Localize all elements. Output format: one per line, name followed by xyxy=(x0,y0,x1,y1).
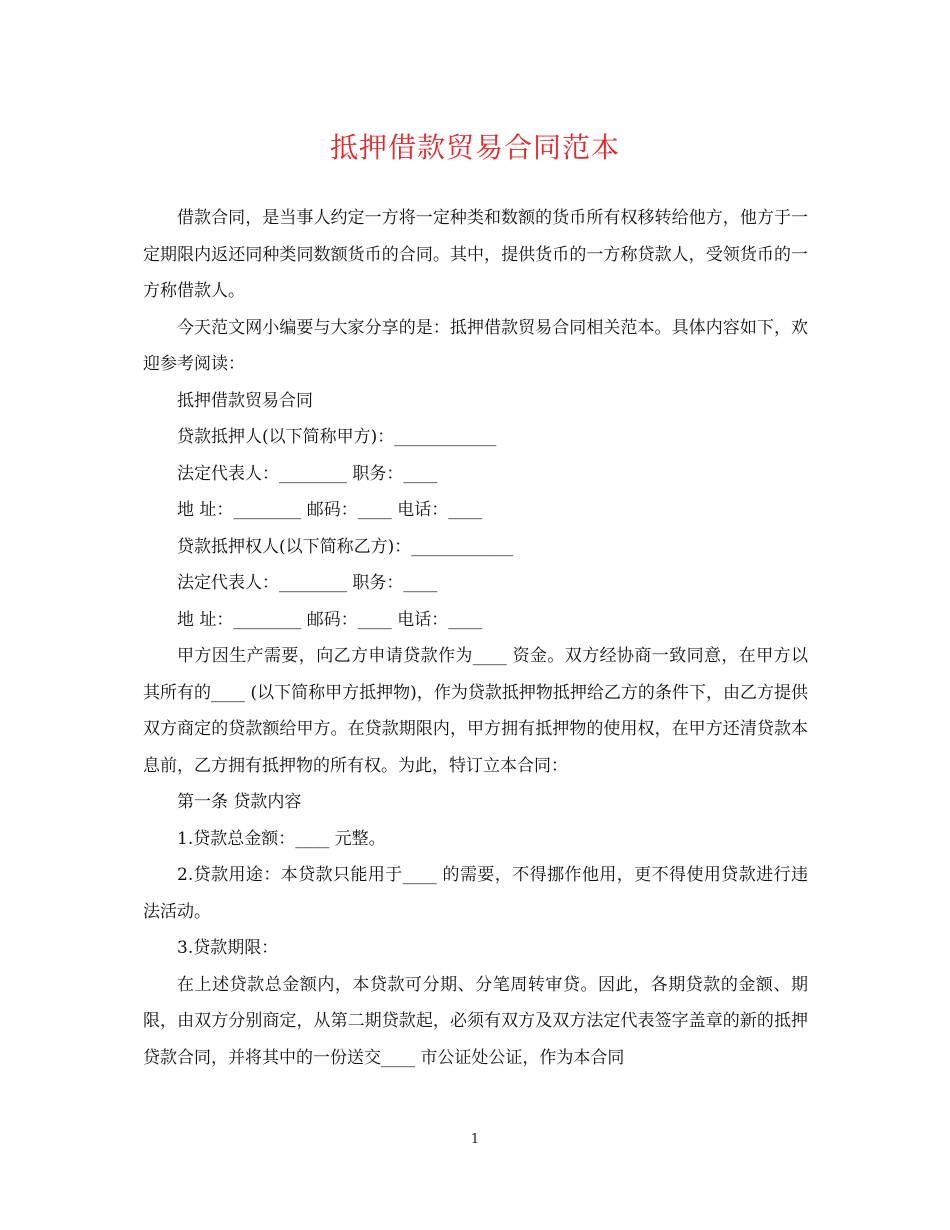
party-a-address-line: 地 址：________ 邮码：____ 电话：____ xyxy=(177,500,483,520)
party-a-representative-line: 法定代表人：________ 职务：____ xyxy=(177,463,438,484)
paragraph-intro-share: 今天范文网小编要与大家分享的是：抵押借款贸易合同相关范本。具体内容如下，欢迎参考阅读： xyxy=(143,317,808,374)
clause-loan-term: 3.贷款期限： xyxy=(177,938,279,958)
party-b-address-line: 地 址：________ 邮码：____ 电话：____ xyxy=(177,609,483,630)
document-title: 抵押借款贸易合同范本 xyxy=(329,131,620,164)
paragraph-intro-definition: 借款合同，是当事人约定一方将一定种类和数额的货币所有权移转给他方，他方于一定期限内返还同种类同数额货币的合同。其中，提供货币的一方称贷款人，受领货币的一方称借款人。 xyxy=(143,208,808,301)
party-b-representative-line: 法定代表人：________ 职务：____ xyxy=(177,573,438,593)
clause-loan-amount: 1.贷款总金额：____ 元整。 xyxy=(177,828,386,849)
article-one-heading: 第一条 贷款内容 xyxy=(177,792,302,812)
party-b-name-line: 贷款抵押权人(以下简称乙方)：____________ xyxy=(177,536,514,557)
paragraph-loan-term-detail: 在上述贷款总金额内，本贷款可分期、分笔周转审贷。因此，各期贷款的金额、期限，由双方分别商定，从第二期贷款起，必须有双方及双方法定代表签字盖章的新的抵押贷款合同，并将其中的一份送交____ 市公证处公证，作为本合同 xyxy=(143,974,808,1068)
party-a-name-line: 贷款抵押人(以下简称甲方)：____________ xyxy=(177,427,497,447)
clause-loan-purpose: 2.贷款用途：本贷款只能用于____ 的需要，不得挪作他用，更不得使用贷款进行违法活动。 xyxy=(143,865,808,922)
paragraph-preamble: 甲方因生产需要，向乙方申请贷款作为____ 资金。双方经协商一致同意，在甲方以其所有的____ (以下简称甲方抵押物)，作为贷款抵押物抵押给乙方的条件下，由乙方提供双方商定的贷款额给甲方。在贷款期限内，甲方拥有抵押物的使用权，在甲方还清贷款本息前，乙方拥有抵押物的所有权。为此，特订立本合同： xyxy=(143,646,808,776)
document-body xyxy=(143,200,808,1076)
page-number: 1 xyxy=(470,1132,480,1147)
contract-heading: 抵押借款贸易合同 xyxy=(177,390,313,411)
